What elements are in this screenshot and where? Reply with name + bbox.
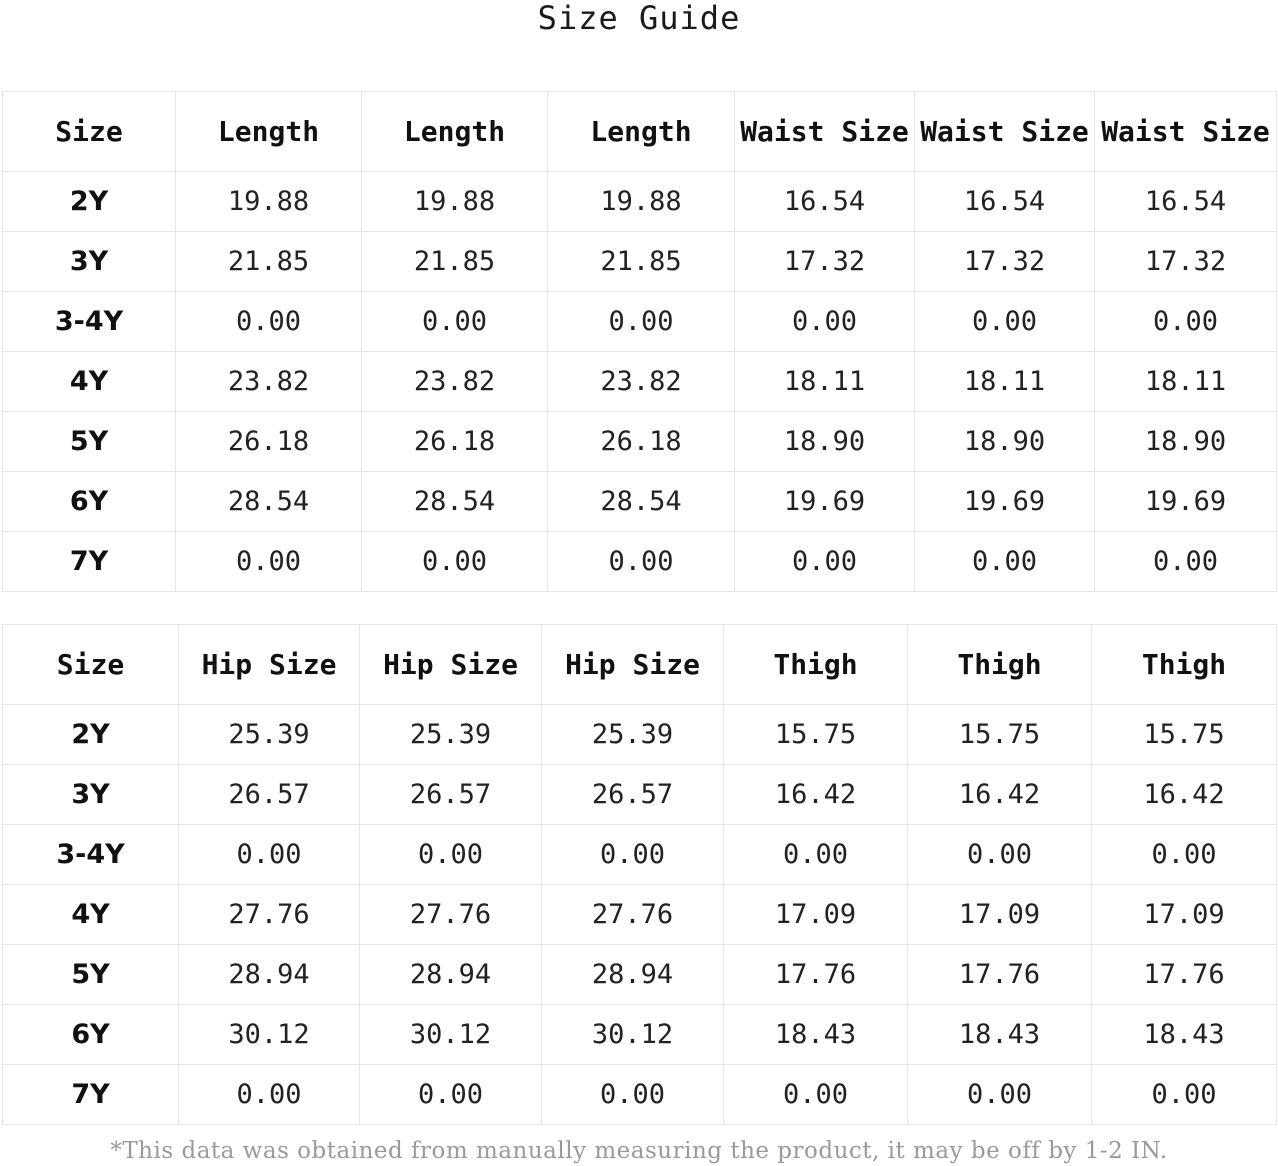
size-cell: 3-4Y: [3, 292, 176, 352]
table-row: [3, 292, 1277, 352]
table-cell: 28.54: [362, 472, 548, 532]
column-header: Size: [3, 92, 176, 172]
table-cell: 16.42: [724, 765, 908, 825]
table-row: [3, 945, 1277, 1005]
table-cell: 0.00: [724, 825, 908, 885]
table-cell: 17.32: [735, 232, 915, 292]
table-cell: 19.69: [915, 472, 1095, 532]
table-cell: 15.75: [1092, 705, 1277, 765]
size-cell: 4Y: [3, 352, 176, 412]
column-header: Length: [548, 92, 735, 172]
table-cell: 30.12: [542, 1005, 724, 1065]
column-header: Hip Size: [179, 625, 360, 705]
table-cell: 25.39: [360, 705, 542, 765]
table-cell: 19.69: [735, 472, 915, 532]
table-cell: 25.39: [542, 705, 724, 765]
table-cell: 30.12: [360, 1005, 542, 1065]
column-header: Length: [362, 92, 548, 172]
column-header: Length: [176, 92, 362, 172]
table-cell: 0.00: [1092, 825, 1277, 885]
table-row: [3, 352, 1277, 412]
page-title: Size Guide: [537, 0, 741, 37]
column-header: Thigh: [1092, 625, 1277, 705]
table-cell: 26.18: [176, 412, 362, 472]
table-cell: 0.00: [176, 532, 362, 592]
table-cell: 0.00: [1095, 532, 1277, 592]
table-row: [3, 232, 1277, 292]
table-row: [3, 172, 1277, 232]
table-cell: 0.00: [908, 825, 1092, 885]
size-cell: 4Y: [3, 885, 179, 945]
table-cell: 19.69: [1095, 472, 1277, 532]
table-cell: 17.32: [915, 232, 1095, 292]
table-cell: 0.00: [362, 532, 548, 592]
table-row: [3, 532, 1277, 592]
table-row: [3, 765, 1277, 825]
table-header-row: [3, 92, 1277, 172]
table-cell: 26.57: [179, 765, 360, 825]
table-row: [3, 1005, 1277, 1065]
size-cell: 6Y: [3, 472, 176, 532]
table-cell: 23.82: [362, 352, 548, 412]
table-cell: 15.75: [908, 705, 1092, 765]
table-cell: 18.90: [735, 412, 915, 472]
table-cell: 19.88: [176, 172, 362, 232]
table-cell: 27.76: [360, 885, 542, 945]
column-header: Waist Size: [1095, 92, 1277, 172]
size-cell: 6Y: [3, 1005, 179, 1065]
table-cell: 0.00: [179, 1065, 360, 1125]
table-cell: 0.00: [915, 532, 1095, 592]
size-cell: 2Y: [3, 172, 176, 232]
table-cell: 21.85: [362, 232, 548, 292]
table-cell: 18.11: [1095, 352, 1277, 412]
table-row: [3, 705, 1277, 765]
table-cell: 17.09: [724, 885, 908, 945]
table-cell: 19.88: [362, 172, 548, 232]
table-cell: 0.00: [179, 825, 360, 885]
column-header: Waist Size: [915, 92, 1095, 172]
size-cell: 3-4Y: [3, 825, 179, 885]
table-cell: 16.54: [915, 172, 1095, 232]
table-cell: 26.18: [548, 412, 735, 472]
table-row: [3, 412, 1277, 472]
table-cell: 15.75: [724, 705, 908, 765]
table-row: [3, 885, 1277, 945]
table-cell: 28.54: [176, 472, 362, 532]
table-cell: 0.00: [360, 1065, 542, 1125]
table-cell: 0.00: [724, 1065, 908, 1125]
column-header: Hip Size: [542, 625, 724, 705]
table-cell: 17.76: [724, 945, 908, 1005]
column-header: Hip Size: [360, 625, 542, 705]
column-header: Waist Size: [735, 92, 915, 172]
table-cell: 17.09: [908, 885, 1092, 945]
table-cell: 0.00: [735, 292, 915, 352]
table-cell: 26.57: [360, 765, 542, 825]
table-cell: 17.76: [908, 945, 1092, 1005]
table-cell: 18.43: [724, 1005, 908, 1065]
size-cell: 2Y: [3, 705, 179, 765]
size-cell: 5Y: [3, 412, 176, 472]
table-cell: 28.94: [360, 945, 542, 1005]
table-cell: 27.76: [179, 885, 360, 945]
size-cell: 7Y: [3, 1065, 179, 1125]
table-cell: 18.11: [915, 352, 1095, 412]
table-cell: 16.42: [1092, 765, 1277, 825]
table-cell: 27.76: [542, 885, 724, 945]
size-table-length-waist: [2, 91, 1277, 592]
column-header: Thigh: [724, 625, 908, 705]
table-cell: 18.43: [1092, 1005, 1277, 1065]
table-cell: 17.32: [1095, 232, 1277, 292]
measurement-footnote: *This data was obtained from manually measuring the product, it may be off by 1-2 IN.: [110, 1138, 1168, 1164]
table-cell: 30.12: [179, 1005, 360, 1065]
table-cell: 17.09: [1092, 885, 1277, 945]
table-header-row: [3, 625, 1277, 705]
table-cell: 26.18: [362, 412, 548, 472]
table-cell: 23.82: [176, 352, 362, 412]
table-cell: 28.94: [542, 945, 724, 1005]
table-cell: 18.43: [908, 1005, 1092, 1065]
column-header: Thigh: [908, 625, 1092, 705]
table-cell: 16.42: [908, 765, 1092, 825]
column-header: Size: [3, 625, 179, 705]
table-cell: 28.54: [548, 472, 735, 532]
table-cell: 28.94: [179, 945, 360, 1005]
table-cell: 16.54: [1095, 172, 1277, 232]
table-cell: 23.82: [548, 352, 735, 412]
size-cell: 3Y: [3, 232, 176, 292]
size-table-hip-thigh: [2, 624, 1277, 1125]
size-cell: 7Y: [3, 532, 176, 592]
table-cell: 18.11: [735, 352, 915, 412]
table-cell: 25.39: [179, 705, 360, 765]
table-cell: 0.00: [1095, 292, 1277, 352]
table-cell: 0.00: [548, 532, 735, 592]
table-cell: 0.00: [542, 825, 724, 885]
table-row: [3, 825, 1277, 885]
table-cell: 0.00: [176, 292, 362, 352]
table-row: [3, 472, 1277, 532]
table-cell: 0.00: [548, 292, 735, 352]
table-cell: 18.90: [915, 412, 1095, 472]
table-cell: 0.00: [542, 1065, 724, 1125]
table-cell: 17.76: [1092, 945, 1277, 1005]
table-cell: 26.57: [542, 765, 724, 825]
table-cell: 0.00: [362, 292, 548, 352]
table-cell: 0.00: [735, 532, 915, 592]
size-cell: 5Y: [3, 945, 179, 1005]
table-cell: 0.00: [360, 825, 542, 885]
table-cell: 0.00: [1092, 1065, 1277, 1125]
table-cell: 18.90: [1095, 412, 1277, 472]
table-cell: 0.00: [915, 292, 1095, 352]
table-cell: 0.00: [908, 1065, 1092, 1125]
table-cell: 19.88: [548, 172, 735, 232]
table-row: [3, 1065, 1277, 1125]
table-cell: 16.54: [735, 172, 915, 232]
table-cell: 21.85: [176, 232, 362, 292]
size-cell: 3Y: [3, 765, 179, 825]
table-cell: 21.85: [548, 232, 735, 292]
